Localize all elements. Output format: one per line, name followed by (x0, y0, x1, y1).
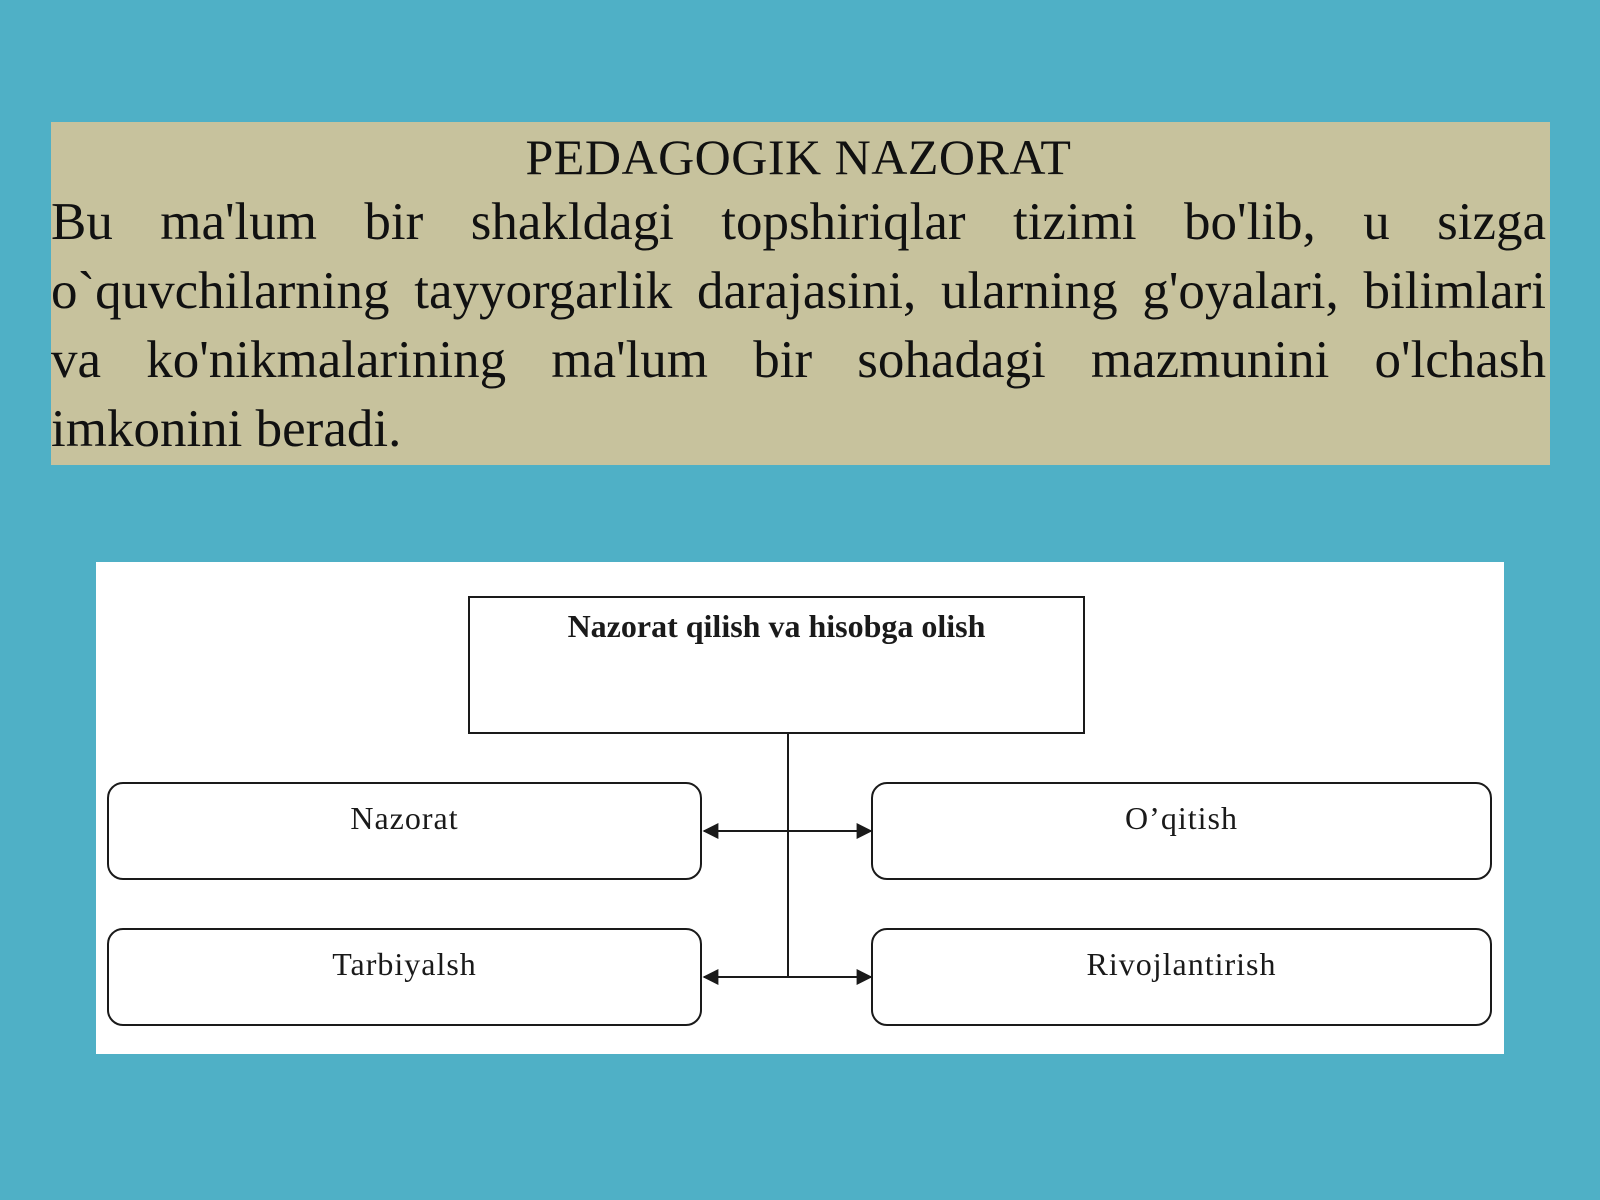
definition-panel (51, 122, 1550, 465)
node-rivojlantirish (871, 928, 1492, 1026)
node-nazorat (107, 782, 702, 880)
node-tarbiyalsh-label: Tarbiyalsh (332, 946, 477, 982)
node-tarbiyalsh (107, 928, 702, 1026)
node-rivojlantirish-label: Rivojlantirish (1086, 946, 1277, 982)
node-oqitish (871, 782, 1492, 880)
node-oqitish-label: O’qitish (1125, 800, 1238, 836)
root-node (468, 596, 1085, 734)
node-nazorat-label: Nazorat (350, 800, 459, 836)
slide-title: PEDAGOGIK NAZORAT (525, 129, 1072, 185)
root-node-label: Nazorat qilish va hisobga olish (567, 608, 986, 644)
definition-text: Bu ma'lum bir shakldagi topshiriqlar tizimi bo'lib, u sizga o`quvchilarning tayyorgarlik darajasini, ularning g'oyalari, bilimlari va ko'nikmalarining ma'lum bir sohadagi mazmunini o'lchash imkonini beradi. (51, 193, 1546, 458)
hierarchy-diagram (96, 562, 1504, 1054)
